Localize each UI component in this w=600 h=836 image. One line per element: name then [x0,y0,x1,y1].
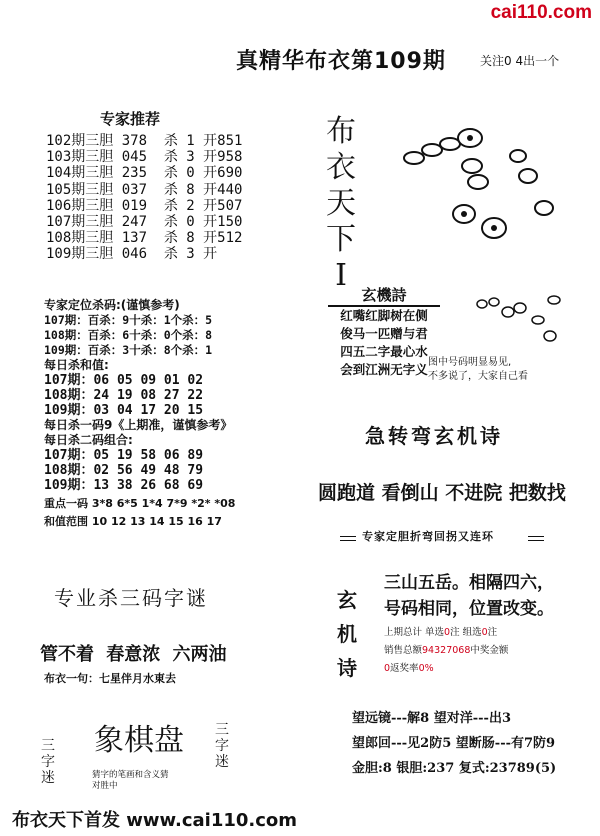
expert-line: 专家定胆折弯回拐又连环 [362,530,494,543]
poem-title: 玄機詩 [328,284,440,307]
kill-heading: 专家定位杀码:(谨慎参考) [44,298,180,312]
hint-line: 望郎回---见2防5 望断肠---有7防9 [352,736,556,751]
small-objects-illustration [462,290,572,352]
sum-heading: 每日杀和值: [44,358,109,372]
one-code: 每日杀一码9《上期准，谨慎参考》 [44,418,233,432]
note-line: 猜字的笔画和含义猜 [92,770,169,780]
hint-line: 金胆:8 银胆:237 复式:23789(5) [352,761,557,776]
poem-line: 红嘴红脚树在侧 [340,308,428,323]
list-item: 105期三胆 037 杀 8 开440 [46,181,243,198]
vertical-char: 三 [215,722,229,738]
poem-lines [328,307,440,379]
vertical-char: 衣 [326,150,356,185]
mid-title: 急转弯玄机诗 [365,424,503,448]
image-caption [428,356,528,384]
list-item: 103期三胆 045 杀 3 开958 [46,149,243,166]
proverb-line: 圆跑道 看倒山 不进院 把数找 [318,482,566,504]
vertical-char: 机 [337,622,357,646]
vertical-char: 玄 [337,588,357,612]
vertical-char: 天 [326,186,356,221]
two-row: 109期：13 38 26 68 69 [44,478,204,493]
sum-row: 108期：24 19 08 27 22 [44,388,204,403]
chess-note [92,770,169,792]
vertical-char: 诗 [337,656,357,680]
site-brand[interactable]: cai110.com [490,2,592,23]
vertical-title [324,114,358,294]
poem-line: 俊马一匹赠与君 [340,326,428,341]
sum-range: 和值范围 10 12 13 14 15 16 17 [44,515,222,528]
pos-row: 109期：百杀：3十杀：8个杀：1 [44,343,213,357]
kill-section [44,298,235,529]
riddle-title: 专业杀三码字谜 [54,586,208,610]
poem-line: 三山五岳。相隔四六， [384,573,554,593]
caption-line: 不多说了，大家自己看 [428,371,528,382]
vertical-char: 迷 [215,754,229,770]
stats-line: 上期总计 单选0注 组选0注 [384,627,498,638]
vertical-char: I [335,258,347,293]
sum-row: 107期：06 05 09 01 02 [44,373,204,388]
chess-word: 象棋盘 [94,723,184,758]
list-item: 108期三胆 137 杀 8 开512 [46,230,243,247]
two-row: 108期：02 56 49 48 79 [44,463,204,478]
note-line: 对胜中 [92,781,118,791]
page-title: 真精华布衣第109期 [236,49,446,74]
follow-note: 关注0 4出一个 [480,54,560,68]
list-item: 102期三胆 378 杀 1 开851 [46,133,243,149]
divider-left [340,536,356,541]
riddle-line: 管不着 春意浓 六两油 [40,644,227,665]
expert-rec-list [46,133,242,263]
list-item: 107期三胆 247 杀 0 开150 [46,214,243,231]
list-item: 106期三胆 019 杀 2 开507 [46,197,243,214]
pos-row: 108期：百杀：6十杀：0个杀：8 [44,328,213,342]
poem-line: 会到江洲无字义 [340,362,428,377]
hints-block [352,706,556,781]
two-heading: 每日杀二码组合: [44,433,133,447]
vertical-char: 字 [215,738,229,754]
list-item: 104期三胆 235 杀 0 开690 [46,165,243,182]
coin-chain-illustration [398,112,568,252]
list-item: 109期三胆 046 杀 3 开 [46,246,218,263]
divider-right [528,536,544,541]
expert-rec-heading: 专家推荐 [100,110,161,128]
poem-line: 四五二字最心水 [340,344,428,359]
xuan-vertical [334,583,360,685]
poem-line: 号码相同，位置改变。 [384,599,554,619]
xuan-poem [384,570,554,622]
poem-box [328,284,440,379]
stats-line: 销售总额94327068中奖金额 [384,645,509,656]
lottery-stats [384,624,508,678]
stats-line: 0返奖率0% [384,663,434,674]
vertical-char: 三 [41,738,55,754]
right-vertical [214,722,230,770]
footer-text[interactable]: 布衣天下首发 www.cai110.com [12,810,298,831]
vertical-char: 下 [326,222,356,257]
two-row: 107期：05 19 58 06 89 [44,448,204,463]
left-vertical [40,738,56,786]
pos-row: 107期：百杀：9十杀：1个杀：5 [44,313,213,327]
vertical-char: 布 [326,114,356,149]
caption-line: 图中号码明显易见, [428,357,512,368]
sum-row: 109期：03 04 17 20 15 [44,403,204,418]
key-code: 重点一码 3*8 6*5 1*4 7*9 *2* *08 [44,497,236,510]
vertical-char: 迷 [41,770,55,786]
hint-line: 望远镜---解8 望对洋---出3 [352,711,511,726]
vertical-char: 字 [41,754,55,770]
riddle-sub: 布衣一句：七星伴月水東去 [44,672,176,685]
